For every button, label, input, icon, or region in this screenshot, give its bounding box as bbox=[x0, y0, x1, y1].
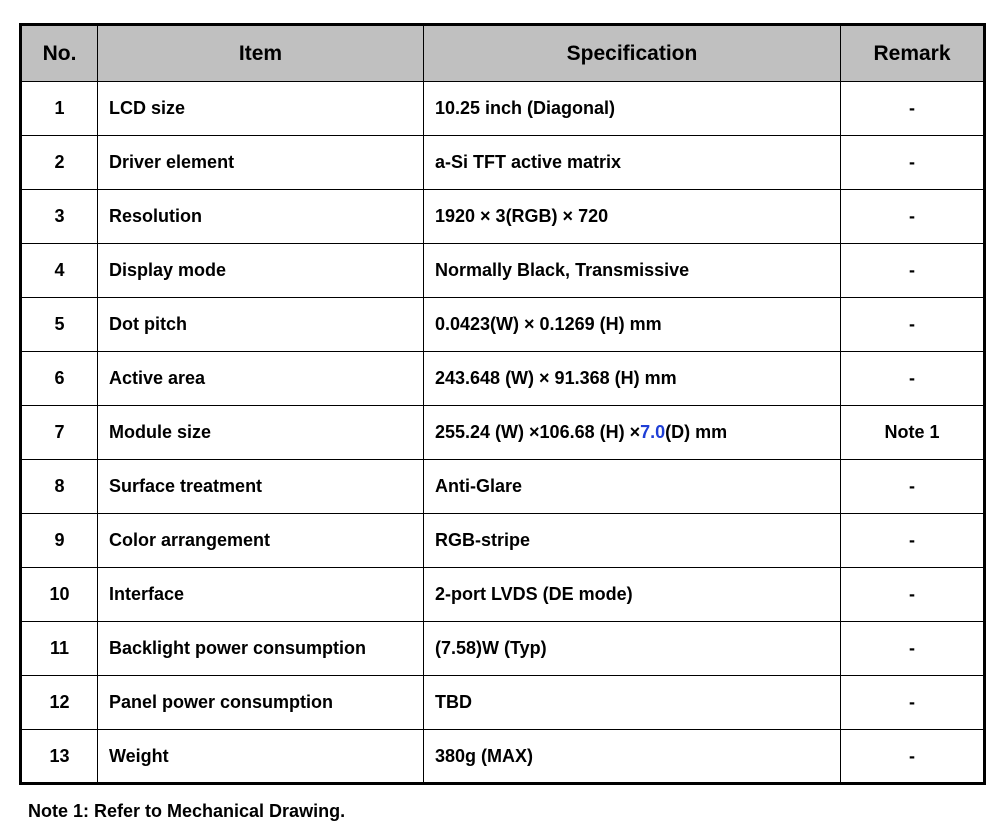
cell-spec: TBD bbox=[424, 676, 841, 730]
header-no: No. bbox=[21, 25, 98, 82]
cell-remark: - bbox=[841, 244, 985, 298]
header-remark: Remark bbox=[841, 25, 985, 82]
cell-remark: - bbox=[841, 298, 985, 352]
table-row bbox=[21, 298, 985, 352]
table-row bbox=[21, 460, 985, 514]
table-row bbox=[21, 352, 985, 406]
cell-item: Color arrangement bbox=[98, 514, 424, 568]
cell-spec: 243.648 (W) × 91.368 (H) mm bbox=[424, 352, 841, 406]
cell-no: 2 bbox=[21, 136, 98, 190]
cell-spec: 2-port LVDS (DE mode) bbox=[424, 568, 841, 622]
table-row bbox=[21, 622, 985, 676]
table-row bbox=[21, 568, 985, 622]
cell-item: Module size bbox=[98, 406, 424, 460]
cell-remark: Note 1 bbox=[841, 406, 985, 460]
cell-item: Active area bbox=[98, 352, 424, 406]
footnote: Note 1: Refer to Mechanical Drawing. bbox=[28, 801, 346, 821]
cell-no: 8 bbox=[21, 460, 98, 514]
cell-no: 12 bbox=[21, 676, 98, 730]
cell-remark: - bbox=[841, 352, 985, 406]
table-row bbox=[21, 136, 985, 190]
cell-remark: - bbox=[841, 82, 985, 136]
cell-remark: - bbox=[841, 676, 985, 730]
table-row bbox=[21, 406, 985, 460]
cell-item: Weight bbox=[98, 730, 424, 784]
cell-remark: - bbox=[841, 622, 985, 676]
cell-spec: 380g (MAX) bbox=[424, 730, 841, 784]
spec-text: 255.24 (W) ×106.68 (H) × bbox=[435, 422, 641, 442]
cell-spec: a-Si TFT active matrix bbox=[424, 136, 841, 190]
cell-remark: - bbox=[841, 460, 985, 514]
cell-no: 13 bbox=[21, 730, 98, 784]
cell-no: 9 bbox=[21, 514, 98, 568]
cell-spec: (7.58)W (Typ) bbox=[424, 622, 841, 676]
cell-spec: Anti-Glare bbox=[424, 460, 841, 514]
cell-item: Display mode bbox=[98, 244, 424, 298]
cell-spec: 10.25 inch (Diagonal) bbox=[424, 82, 841, 136]
header-specification: Specification bbox=[424, 25, 841, 82]
cell-no: 10 bbox=[21, 568, 98, 622]
cell-spec: Normally Black, Transmissive bbox=[424, 244, 841, 298]
cell-no: 7 bbox=[21, 406, 98, 460]
table-row bbox=[21, 244, 985, 298]
cell-item: Surface treatment bbox=[98, 460, 424, 514]
cell-remark: - bbox=[841, 568, 985, 622]
cell-remark: - bbox=[841, 136, 985, 190]
cell-no: 6 bbox=[21, 352, 98, 406]
spec-table bbox=[19, 23, 986, 785]
cell-item: Panel power consumption bbox=[98, 676, 424, 730]
table-row bbox=[21, 676, 985, 730]
cell-item: Interface bbox=[98, 568, 424, 622]
cell-spec: RGB-stripe bbox=[424, 514, 841, 568]
cell-no: 1 bbox=[21, 82, 98, 136]
header-item: Item bbox=[98, 25, 424, 82]
cell-item: Backlight power consumption bbox=[98, 622, 424, 676]
table-row bbox=[21, 190, 985, 244]
cell-item: Dot pitch bbox=[98, 298, 424, 352]
cell-no: 4 bbox=[21, 244, 98, 298]
table-row bbox=[21, 730, 985, 784]
cell-item: LCD size bbox=[98, 82, 424, 136]
cell-no: 11 bbox=[21, 622, 98, 676]
cell-spec bbox=[424, 406, 841, 460]
cell-remark: - bbox=[841, 730, 985, 784]
cell-no: 5 bbox=[21, 298, 98, 352]
cell-remark: - bbox=[841, 190, 985, 244]
table-row bbox=[21, 82, 985, 136]
table-row bbox=[21, 514, 985, 568]
cell-spec: 1920 × 3(RGB) × 720 bbox=[424, 190, 841, 244]
cell-remark: - bbox=[841, 514, 985, 568]
cell-no: 3 bbox=[21, 190, 98, 244]
cell-item: Driver element bbox=[98, 136, 424, 190]
header-row bbox=[21, 25, 985, 82]
cell-spec: 0.0423(W) × 0.1269 (H) mm bbox=[424, 298, 841, 352]
spec-highlight: 7.0 bbox=[640, 422, 666, 442]
cell-item: Resolution bbox=[98, 190, 424, 244]
spec-text: (D) mm bbox=[665, 422, 728, 442]
